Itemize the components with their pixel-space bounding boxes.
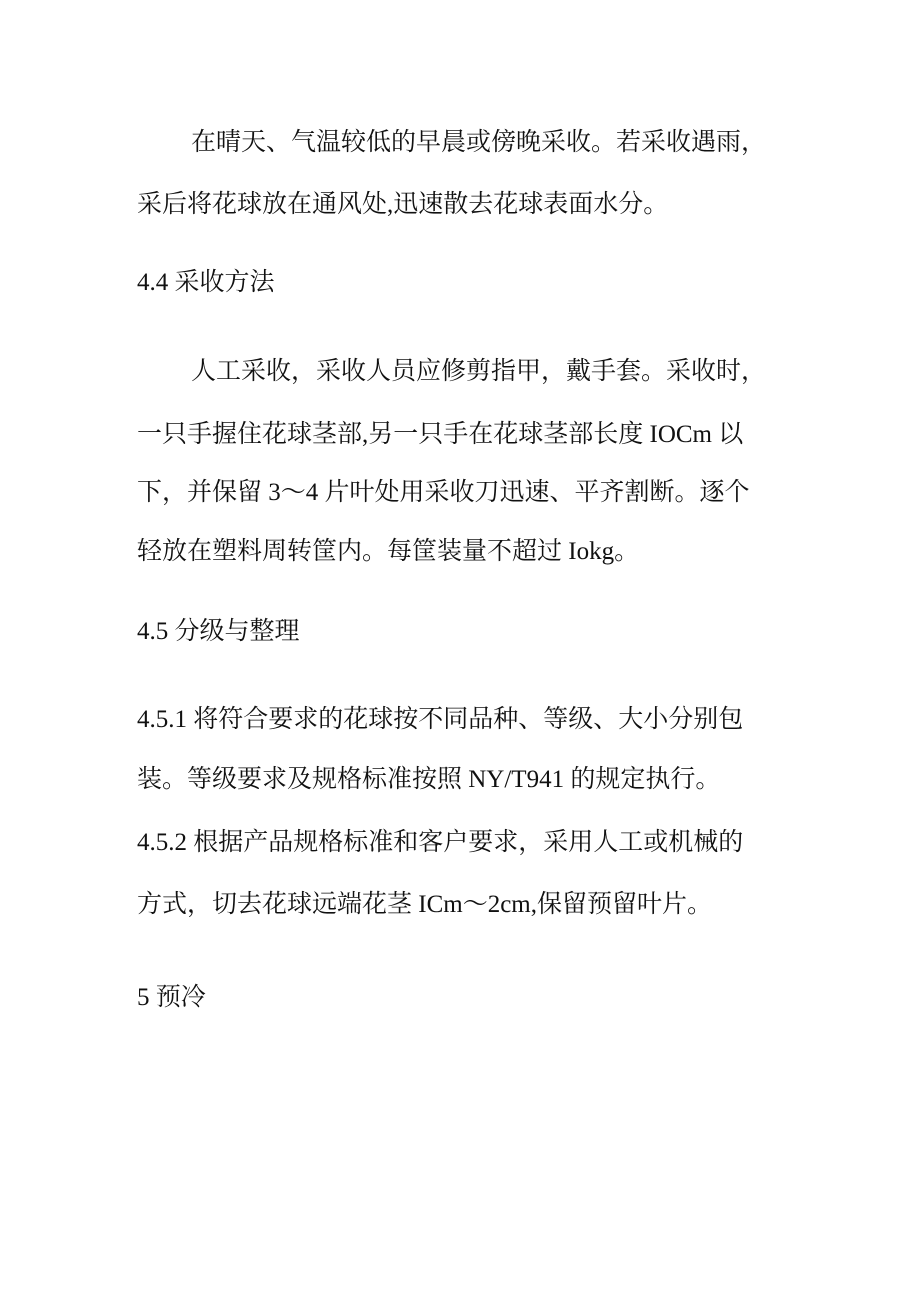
paragraph-text: 轻放在塑料周转筐内。每筐装量不超过 Iokg。 (137, 538, 640, 565)
section-heading: 4.4 采收方法 (137, 269, 275, 296)
list-item-text: 4.5.1 将符合要求的花球按不同品种、等级、大小分别包 (137, 706, 744, 733)
section-heading: 4.5 分级与整理 (137, 618, 300, 645)
paragraph-text: 在晴天、气温较低的早晨或傍晚采收。若采收遇雨， (191, 129, 767, 156)
list-item-text: 装。等级要求及规格标准按照 NY/T941 的规定执行。 (137, 766, 721, 793)
paragraph-text: 采后将花球放在通风处,迅速散去花球表面水分。 (137, 191, 669, 218)
list-item-text: 方式，切去花球远端花茎 ICm～2cm,保留预留叶片。 (137, 891, 712, 918)
paragraph-text: 下，并保留 3～4 片叶处用采收刀迅速、平齐割断。逐个 (137, 479, 750, 506)
list-item-text: 4.5.2 根据产品规格标准和客户要求，采用人工或机械的 (137, 829, 744, 856)
paragraph-text: 人工采收，采收人员应修剪指甲，戴手套。采收时， (191, 358, 767, 385)
section-heading: 5 预冷 (137, 984, 206, 1011)
paragraph-text: 一只手握住花球茎部,另一只手在花球茎部长度 IOCm 以 (137, 421, 744, 448)
